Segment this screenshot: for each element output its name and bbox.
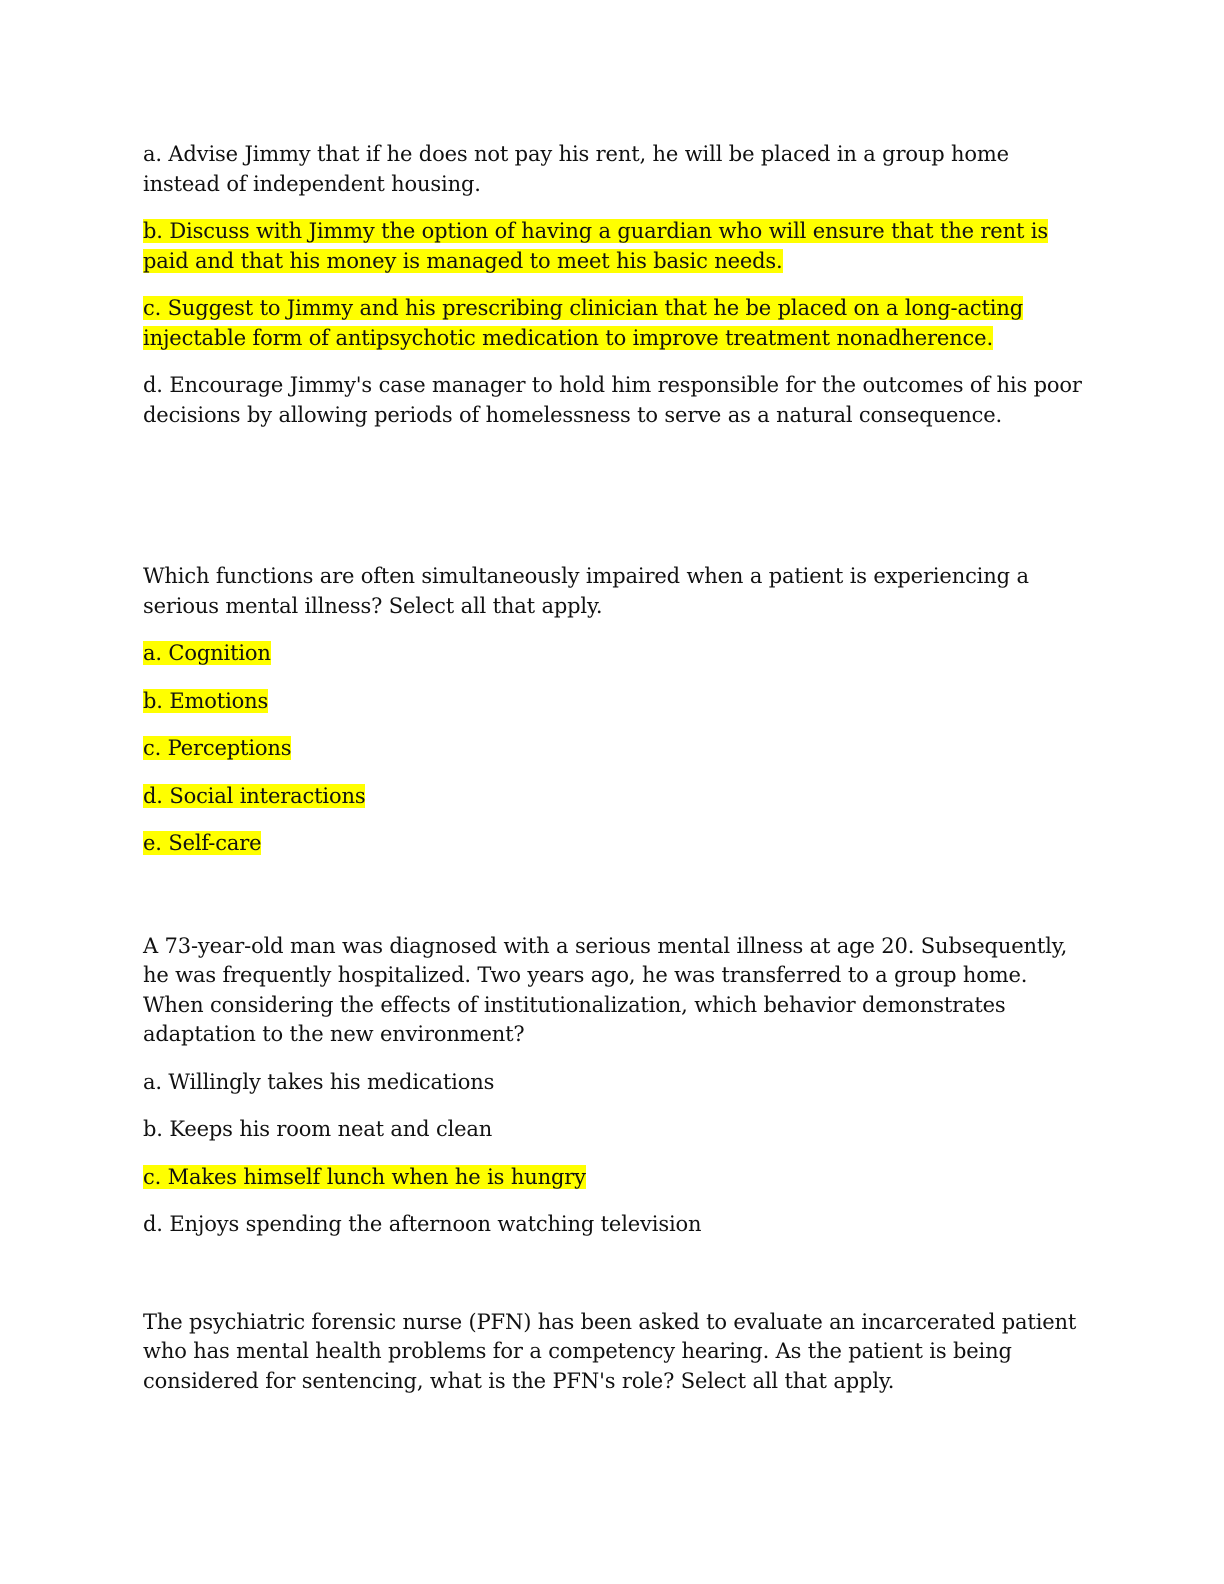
q2-option-d (143, 782, 1083, 812)
spacer (143, 448, 1083, 562)
q4-question: The psychiatric forensic nurse (PFN) has been asked to evaluate an incarcerated patient who has mental health problems for a competency hearing. As the patient is being considered for sentencing, what is the PFN's role? Select all that apply. (143, 1309, 1077, 1393)
highlighted-text: d. Social interactions (143, 783, 366, 808)
q1-option-d: d. Encourage Jimmy's case manager to hold him responsible for the outcomes of his poor decisions by allowing periods of homelessness to serve as a natural consequence. (143, 373, 1082, 427)
spacer (143, 1258, 1083, 1308)
document-page (143, 140, 1083, 1414)
highlighted-text: c. Perceptions (143, 736, 292, 760)
q2-option-e (143, 829, 1083, 859)
highlighted-text: e. Self-care (143, 831, 262, 855)
q1-option-b (143, 217, 1083, 276)
q3-option-c (143, 1163, 1083, 1193)
q3-question: A 73-year-old man was diagnosed with a serious mental illness at age 20. Subsequently, he was frequently hospitalized. Two years ago, he was transferred to a group home. When considering the effects of institutionalization, which behavior demonstrates adaptation to the new environment? (143, 933, 1068, 1046)
q2-option-c (143, 734, 1083, 764)
q3-option-a: a. Willingly takes his medications (143, 1069, 495, 1094)
spacer (143, 877, 1083, 932)
q2-question: Which functions are often simultaneously impaired when a patient is experiencing a serious mental illness? Select all that apply. (143, 564, 1029, 618)
q1-option-a: a. Advise Jimmy that if he does not pay his rent, he will be placed in a group home instead of independent housing. (143, 142, 1009, 196)
highlighted-text: c. Makes himself lunch when he is hungry (143, 1164, 586, 1189)
q3-option-d: d. Enjoys spending the afternoon watching television (143, 1212, 702, 1236)
highlighted-text: b. Discuss with Jimmy the option of having a guardian who will ensure that the rent is paid and that his money is managed to meet his basic needs. (143, 219, 1048, 273)
q2-option-b (143, 687, 1083, 717)
highlighted-text: a. Cognition (143, 641, 271, 665)
q3-option-b: b. Keeps his room neat and clean (143, 1117, 493, 1141)
highlighted-text: c. Suggest to Jimmy and his prescribing clinician that he be placed on a long-acting injectable form of antipsychotic medication to improve treatment nonadherence. (143, 296, 1024, 350)
q2-option-a (143, 639, 1083, 669)
q1-option-c (143, 294, 1083, 353)
highlighted-text: b. Emotions (143, 688, 269, 713)
